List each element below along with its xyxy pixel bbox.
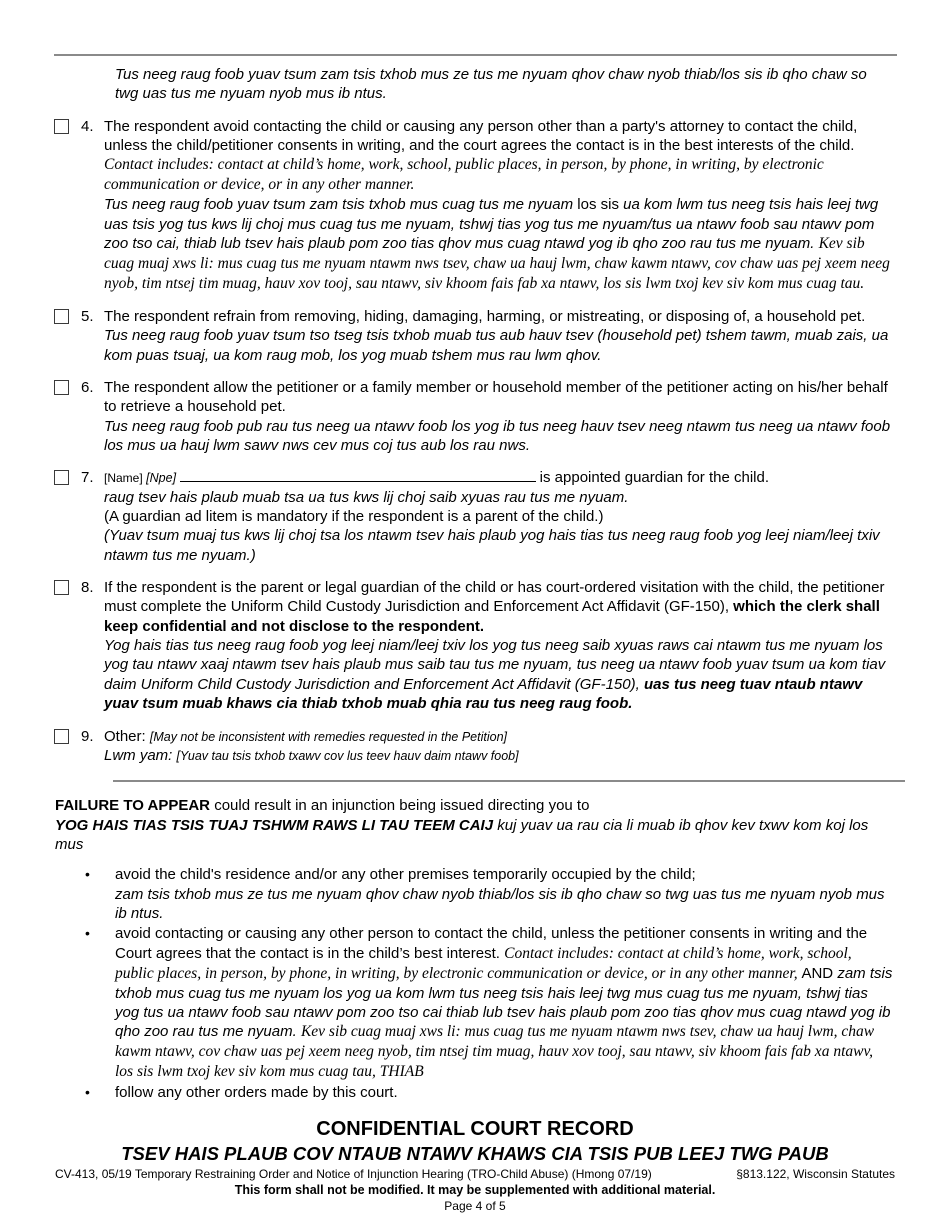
paragraph bbox=[115, 1083, 893, 1102]
text-run: Contact includes: contact at child’s home, work, school, public places, in person, by phone, in writing, by electronic communication or device, or in any other manner. bbox=[104, 156, 824, 194]
text-run: [May not be inconsistent with remedies requested in the Petition] bbox=[149, 729, 508, 744]
text-run: could result in an injunction being issued directing you to bbox=[210, 797, 590, 815]
item-8-checkbox[interactable] bbox=[54, 580, 69, 595]
text-run: Kev sib cuag muaj xws li: mus cuag tus me nyuam ntawm nws tsev, chaw ua hauj lwm, chaw kawm ntawv, cov chaw uas pej xeem neeg nyob, tim ntsej tim muag, hauv xov tooj, sau ntawv, siv khoom fais fab xa ntawv, los sis lwm txoj kev siv kom mus cuag tau. bbox=[104, 235, 890, 292]
paragraph bbox=[115, 865, 893, 884]
paragraph bbox=[104, 526, 893, 565]
text-run: (A guardian ad litem is mandatory if the respondent is a parent of the child.) bbox=[104, 508, 604, 526]
text-run: Tus neeg raug foob yuav tsum tso tseg tsis txhob muab tus aub hauv tsev (household pet) tshem tawm, muab zais, ua kom puas tsuaj, ua kom raug mob, los yog muab tshem mus rau lwm qhov. bbox=[104, 327, 889, 364]
intro-hmong-paragraph bbox=[115, 65, 893, 104]
item-body bbox=[104, 468, 893, 565]
paragraph bbox=[115, 885, 893, 924]
text-run: zam tsis txhob mus ze tus me nyuam qhov chaw nyob thiab/los sis ib qho chaw so twg uas tus me nyuam nyob mus ib ntus. bbox=[115, 885, 885, 922]
text-run: Tus neeg raug foob yuav tsum zam tsis txhob mus cuag tus me nyuam bbox=[104, 196, 578, 214]
paragraph bbox=[104, 636, 893, 713]
confidential-record-title-hmong: TSEV HAIS PLAUB COV NTAUB NTAWV KHAWS CIA TSIS PUB LEEJ TWG PAUB bbox=[121, 1142, 829, 1164]
text-run: The respondent refrain from removing, hiding, damaging, harming, or mistreating, or disposing of, a household pet. bbox=[104, 307, 866, 325]
text-run: follow any other orders made by this court. bbox=[115, 1084, 398, 1102]
paragraph bbox=[104, 326, 893, 365]
item-number: 5. bbox=[81, 307, 94, 325]
text-run: (Yuav tsum muaj tus kws lij choj tsa los ntawm tsev hais plaub yog hais tias tus neeg raug foob yog leej niam/leej txiv ntawm tus me nyuam.) bbox=[104, 527, 880, 564]
item-body bbox=[104, 307, 893, 365]
paragraph bbox=[55, 796, 893, 815]
item-6-checkbox[interactable] bbox=[54, 380, 69, 395]
section-divider bbox=[113, 780, 905, 782]
injunction-bullet-list bbox=[0, 865, 950, 1102]
text-run: Contact includes: contact at child’s home, work, school, public places, in person, by phone, in writing, by electronic communication or device, or in any other manner, bbox=[115, 944, 852, 982]
order-item-5 bbox=[0, 307, 950, 365]
form-modification-note: This form shall not be modified. It may be supplemented with additional material. bbox=[234, 1182, 716, 1197]
paragraph bbox=[104, 746, 893, 765]
failure-to-appear-section bbox=[0, 796, 950, 854]
text-run: ua kom lwm tus neeg tsis hais leej twg uas tsis yog tus kws lij choj mus cuag tus me nyuam, tshwj tias yog tus me nyuam/tus ua ntawv foob sau ntawv pom zoo tso cai, thiab lub tsev hais plaub pom zoo tias qhov mus cuag ntawd yog ib qho zoo rau tus me nyuam. bbox=[104, 196, 879, 253]
bullet-item bbox=[0, 865, 950, 923]
order-item-7 bbox=[0, 468, 950, 565]
paragraph bbox=[104, 578, 893, 636]
paragraph bbox=[104, 195, 893, 294]
item-body bbox=[104, 578, 893, 713]
item-number: 6. bbox=[81, 379, 94, 397]
text-run: Kev sib cuag muaj xws li: mus cuag tus me nyuam ntawm nws tsev, chaw ua hauj lwm, chaw kawm ntawv, cov chaw uas pej xeem neeg nyob, tim ntsej tim muag, hauv xov tooj, sau ntawv, siv khoom fais fab xa ntawv, los sis lwm txoj kev siv kom mus cuag tau, THIAB bbox=[115, 1023, 875, 1081]
bullet-icon: • bbox=[85, 1084, 90, 1101]
text-run: avoid the child's residence and/or any other premises temporarily occupied by the child; bbox=[115, 866, 696, 884]
paragraph bbox=[104, 468, 893, 487]
page-footer bbox=[0, 1117, 950, 1215]
bullet-icon: • bbox=[85, 866, 90, 883]
item-body bbox=[104, 378, 893, 455]
confidential-record-title: CONFIDENTIAL COURT RECORD bbox=[316, 1117, 634, 1140]
text-run: which the clerk shall keep confidential and not disclose to the respondent. bbox=[104, 598, 880, 635]
item-4-checkbox[interactable] bbox=[54, 119, 69, 134]
item-number: 4. bbox=[81, 117, 94, 135]
text-run: [Npe] bbox=[142, 471, 180, 486]
text-run: YOG HAIS TIAS TSIS TUAJ TSHWM RAWS LI TAU TEEM CAIJ bbox=[55, 816, 494, 834]
text-run: kuj yuav ua rau cia li muab ib qhov kev txwv kom koj los mus bbox=[55, 816, 869, 853]
numbered-items-list bbox=[0, 117, 950, 766]
text-run: Yog hais tias tus neeg raug foob yog leej niam/leej txiv los yog tus neeg saib xyuas raws cai ntawm tus me nyuam los yog tau ntawv xaaj ntawm tsev hais plaub mus saib tau tus me nyuam, tus neeg ua ntawv foob yuav tsum ua kom tiav daim Uniform Child Custody Jurisdiction and Enforcement Act Affidavit (GF-150), bbox=[104, 637, 886, 693]
paragraph bbox=[104, 727, 893, 746]
bullet-body bbox=[115, 865, 893, 923]
text-run: [Yuav tau tsis txhob txawv cov lus teev hauv daim ntawv foob] bbox=[176, 748, 519, 763]
paragraph bbox=[115, 924, 893, 1082]
form-id-text: CV-413, 05/19 Temporary Restraining Order and Notice of Injunction Hearing (TRO-Child Abuse) (Hmong 07/19) bbox=[55, 1166, 652, 1181]
page-number: Page 4 of 5 bbox=[444, 1199, 506, 1214]
paragraph bbox=[104, 378, 893, 417]
order-item-9 bbox=[0, 727, 950, 766]
item-number: 7. bbox=[81, 469, 94, 487]
text-run: uas tus neeg tuav ntaub ntawv yuav tsum muab khaws cia thiab txhob muab qhia rau tus neeg raug foob. bbox=[104, 675, 863, 713]
item-number: 8. bbox=[81, 579, 94, 597]
bullet-icon: • bbox=[85, 925, 90, 942]
text-run: los sis bbox=[577, 196, 624, 214]
top-divider bbox=[54, 54, 897, 56]
item-9-checkbox[interactable] bbox=[54, 729, 69, 744]
item-5-checkbox[interactable] bbox=[54, 309, 69, 324]
item-number: 9. bbox=[81, 727, 94, 745]
text-run: AND bbox=[801, 964, 838, 982]
text-run: [Name] bbox=[104, 471, 143, 486]
text-run: Tus neeg raug foob pub rau tus neeg ua ntawv foob los yog ib tus neeg hauv tsev neeg ntawm tus neeg ua ntawv foob los mus ua hauj lwm sawv nws cev mus coj tus aub los rau nws. bbox=[104, 417, 891, 455]
text-run: Other: bbox=[104, 727, 150, 745]
paragraph bbox=[104, 117, 893, 196]
guardian-name-field[interactable] bbox=[180, 468, 536, 482]
item-7-checkbox[interactable] bbox=[54, 470, 69, 485]
order-item-6 bbox=[0, 378, 950, 455]
bullet-item bbox=[0, 924, 950, 1082]
text-run: zam tsis txhob mus cuag tus me nyuam los yog ua kom lwm tus neeg tsis hais leej twg mus cuag tus me nyuam, tshwj tias yog tus ua ntawv foob sau ntawv pom zoo tso cai thiab lub tsev hais plaub pom zoo tias qhov mus cuag ntawd yog ib qho zoo rau tus me nyuam. bbox=[115, 964, 893, 1041]
paragraph bbox=[104, 488, 893, 507]
item-body bbox=[104, 727, 893, 766]
bullet-body bbox=[115, 1083, 893, 1102]
text-run: is appointed guardian for the child. bbox=[535, 469, 770, 487]
paragraph bbox=[104, 417, 893, 456]
paragraph bbox=[55, 816, 893, 855]
order-item-8 bbox=[0, 578, 950, 713]
text-run: If the respondent is the parent or legal guardian of the child or has court-ordered visitation with the child, the petitioner must complete the Uniform Child Custody Jurisdiction and Enforcement Act Affidavit (GF-150), bbox=[104, 579, 885, 616]
text-run: FAILURE TO APPEAR bbox=[55, 797, 211, 815]
text-run: raug tsev hais plaub muab tsa ua tus kws lij choj saib xyuas rau tus me nyuam. bbox=[104, 488, 629, 506]
order-item-4 bbox=[0, 117, 950, 294]
paragraph bbox=[104, 307, 893, 326]
text-run: Lwm yam: bbox=[104, 746, 177, 764]
text-run: The respondent allow the petitioner or a family member or household member of the petitioner acting on his/her behalf to retrieve a household pet. bbox=[104, 379, 888, 416]
bullet-item bbox=[0, 1083, 950, 1102]
text-run: avoid contacting or causing any other person to contact the child, unless the petitioner consents in writing and the Court agrees that the contact is in the child’s best interest. bbox=[115, 925, 868, 962]
bullet-body bbox=[115, 924, 893, 1082]
text-run: The respondent avoid contacting the child or causing any person other than a party's attorney to contact the child, unless the child/petitioner consents in writing, and the court agrees the contact is in the best interests of the child. bbox=[104, 117, 858, 155]
statute-reference: §813.122, Wisconsin Statutes bbox=[736, 1166, 895, 1181]
paragraph bbox=[104, 507, 893, 526]
item-body bbox=[104, 117, 893, 294]
text-run: Tus neeg raug foob yuav tsum zam tsis txhob mus ze tus me nyuam qhov chaw nyob thiab/los sis ib qho chaw so twg uas tus me nyuam nyob mus ib ntus. bbox=[115, 66, 867, 103]
